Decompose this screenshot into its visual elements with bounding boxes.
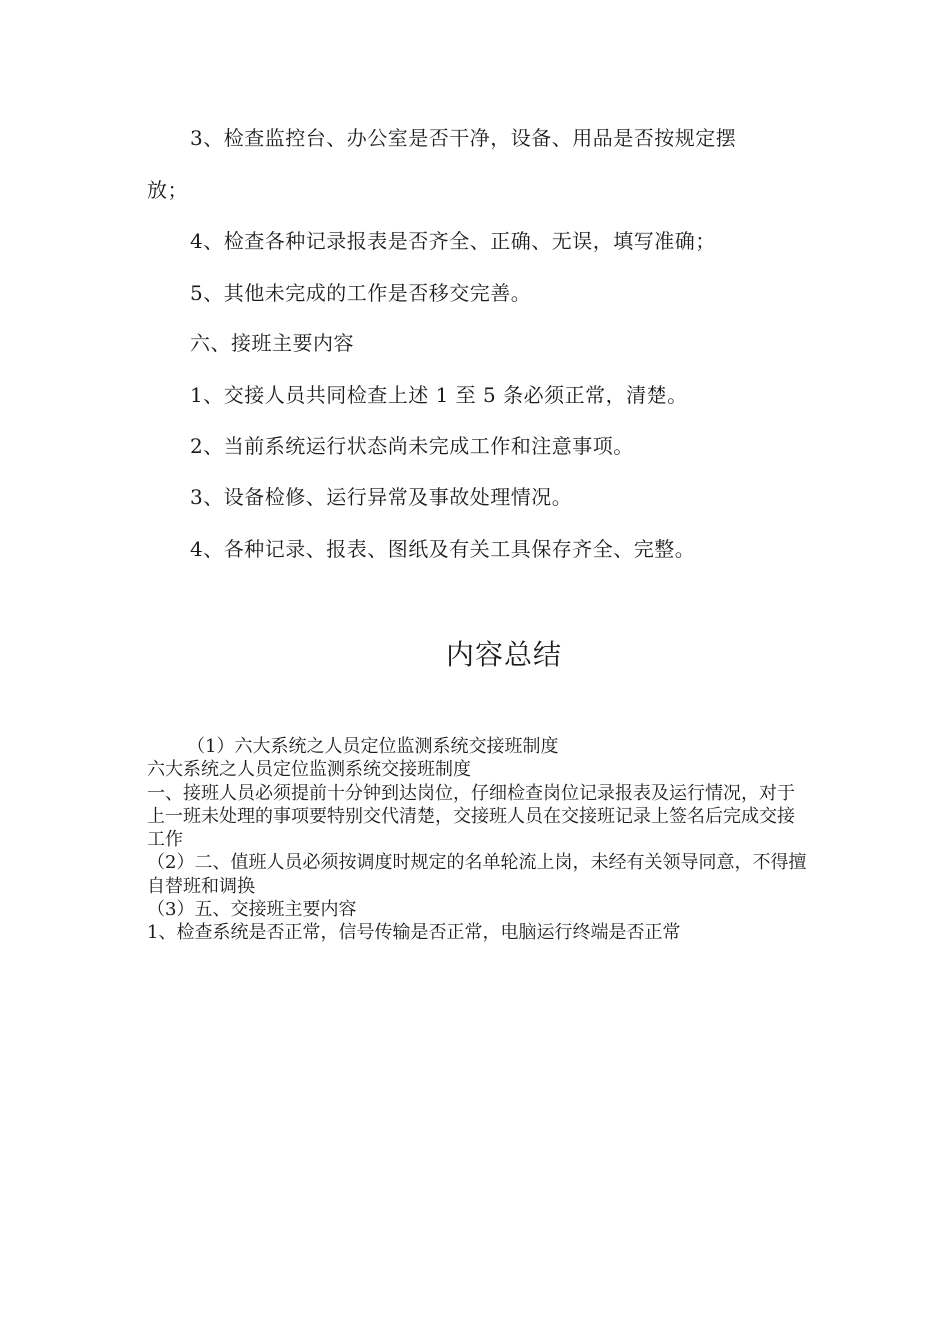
summary-paragraph: 一、接班人员必须提前十分钟到达岗位，仔细检查岗位记录报表及运行情况，对于上一班未处理的事项要特别交代清楚，交接班人员在交接班记录上签名后完成交接工作 (147, 782, 795, 851)
body-line-unfinished-work: 5、其他未完成的工作是否移交完善。 (190, 281, 532, 305)
body-line-check-records: 4、检查各种记录报表是否齐全、正确、无误，填写准确； (190, 229, 716, 253)
section-heading-handover-content: 六、接班主要内容 (190, 331, 354, 355)
body-line-check-console-cont: 放； (147, 178, 188, 202)
summary-paragraph: 1、检查系统是否正常，信号传输是否正常，电脑运行终端是否正常 (147, 922, 681, 944)
body-line-check-console: 3、检查监控台、办公室是否干净，设备、用品是否按规定摆 (190, 126, 737, 150)
summary-paragraph: （1）六大系统之人员定位监测系统交接班制度 (187, 736, 559, 757)
body-line-equipment-repair: 3、设备检修、运行异常及事故处理情况。 (190, 485, 573, 509)
summary-paragraph: （2）二、值班人员必须按调度时规定的名单轮流上岗，未经有关领导同意，不得擅自替班和调换 (147, 852, 807, 897)
summary-paragraph: （3）五、交接班主要内容 (147, 899, 357, 921)
body-line-system-status: 2、当前系统运行状态尚未完成工作和注意事项。 (190, 434, 634, 458)
summary-block (147, 735, 807, 945)
summary-title: 内容总结 (445, 638, 562, 671)
body-line-joint-check: 1、交接人员共同检查上述 1 至 5 条必须正常，清楚。 (190, 383, 688, 407)
summary-paragraph: 六大系统之人员定位监测系统交接班制度 (147, 759, 471, 781)
body-line-records-tools: 4、各种记录、报表、图纸及有关工具保存齐全、完整。 (190, 537, 696, 561)
